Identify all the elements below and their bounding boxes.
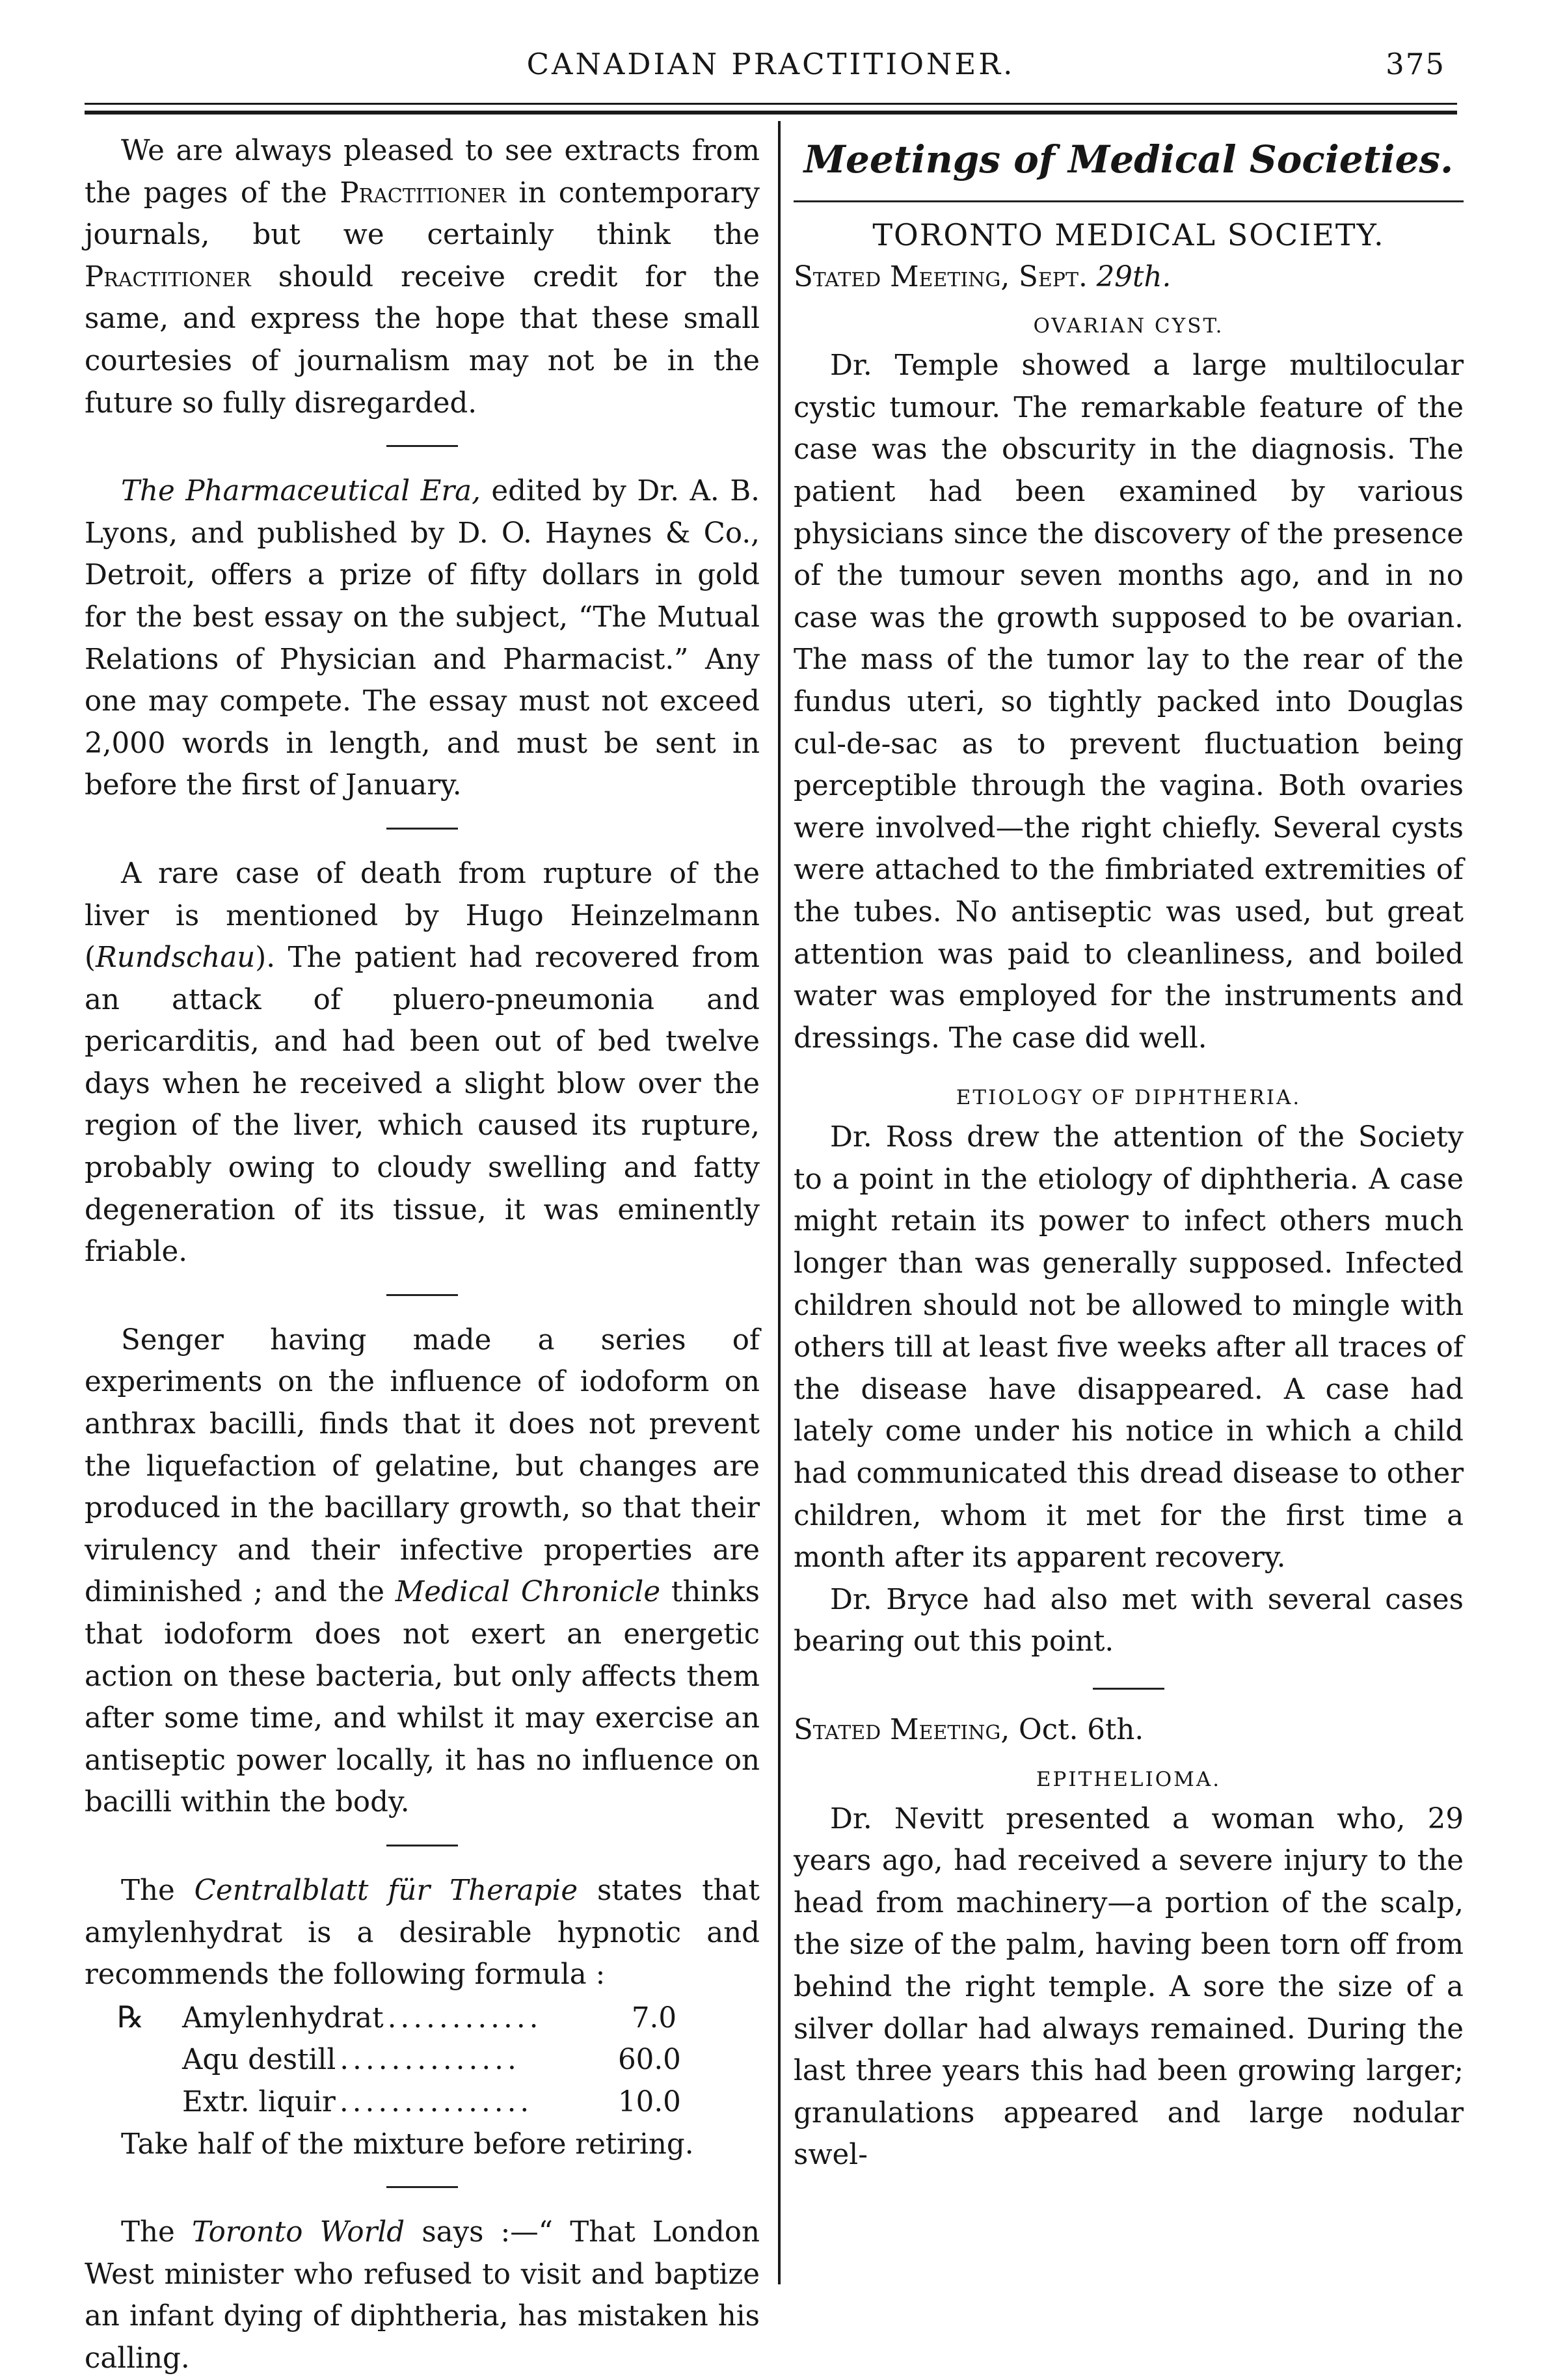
separator-rule	[1093, 1688, 1164, 1690]
header-rule-thin	[85, 103, 1457, 105]
society-title: TORONTO MEDICAL SOCIETY.	[872, 217, 1385, 252]
paragraph-epithelioma: Dr. Nevitt presented a woman who, 29 years ago, had received a severe injury to the head from machinery—a portion of the scalp, the size of the palm, having been torn off from behind the right temple. A sore the size of a silver dollar had always remained. During the last three years this had been growing larger; granulations appeared and large nodular swel-	[794, 1802, 1464, 2172]
separator-rule	[386, 2186, 458, 2188]
separator-rule	[386, 828, 458, 830]
leader-dots: ..............	[340, 2044, 520, 2077]
text-span: edited by Dr. A. B. Lyons, and published by D. O. Haynes & Co., Detroit, offers a prize of fifty dollars in gold for the best essay on the subject, “The Mutual Relations of Physician and Pharmacist.” Any one may compete. The essay must not exceed 2,000 words in length, and must be sent in before the first of January.	[85, 475, 760, 802]
text-span: We are always pleased to see extracts from the pages of the	[85, 135, 760, 210]
separator-rule	[386, 1845, 458, 1846]
ingredient-name: Aqu destill	[182, 2044, 336, 2077]
journal-name: Practitioner	[85, 260, 251, 293]
paragraph-bryce: Dr. Bryce had also met with several cases bearing out this point.	[794, 1583, 1464, 1658]
section-heading-rule	[794, 200, 1464, 202]
page-number: 375	[1386, 47, 1445, 81]
separator-rule	[386, 1294, 458, 1296]
meeting-date-line	[794, 1709, 1464, 1751]
paragraph-amylenhydrat	[85, 1870, 760, 1996]
leader-dots: ...............	[339, 2085, 533, 2118]
journal-title: Medical Chronicle	[395, 1576, 661, 1609]
recipe-symbol: ℞	[117, 1999, 144, 2035]
subsection-heading: OVARIAN CYST.	[1033, 314, 1224, 338]
text-span: should receive credit for the same, and express the hope that these small courtesies of journalism may not be in the future so fully disregarded.	[85, 260, 760, 420]
running-title: CANADIAN PRACTITIONER.	[526, 47, 1015, 81]
text-span: says :—“ That London West minister who refused to visit and baptize an infant dying of diphtheria, has mistaken his calling.	[85, 2216, 760, 2375]
page-header	[85, 47, 1457, 94]
paragraph-ovarian-cyst: Dr. Temple showed a large multilocular cystic tumour. The remarkable feature of the case was the obscurity in the diagnosis. The patient had been examined by various physicians since the discovery of the presence of the tumour seven months ago, and in no case was the growth supposed to be ovarian. The mass of the tumor lay to the rear of the fundus uteri, so tightly packed into Douglas cul-de-sac as to prevent fluctuation being perceptible through the vagina. Both ovaries were involved—the right chiefly. Several cysts were attached to the fimbriated extremities of the tubes. No antiseptic was used, but great attention was paid to cleanliness, and boiled water was employed for the instruments and dressings. The case did well.	[794, 349, 1464, 1055]
subsection-heading: EPITHELIOMA.	[1036, 1767, 1222, 1791]
subsection-heading: ETIOLOGY OF DIPHTHERIA.	[956, 1086, 1302, 1110]
paragraph-diphtheria-etiology: Dr. Ross drew the attention of the Society to a point in the etiology of diphtheria. A case might retain its power to infect others much longer than was generally supposed. Infected children should not be allowed to mingle with others till at least five weeks after all traces of the disease have disappeared. A case had lately come under his notice in which a child had communicated this dread disease to other children, whom it met for the first time a month after its apparent recovery.	[794, 1121, 1464, 1575]
paragraph-iodoform	[85, 1319, 760, 1824]
text-span: thinks that iodoform does not exert an energetic action on these bacteria, but only affects them after some time, and whilst it may exercise an antiseptic power locally, it has no influence on bacilli within the body.	[85, 1576, 760, 1819]
formula-row	[117, 2081, 681, 2124]
meeting-date: 29th.	[1087, 260, 1172, 293]
text-span: ). The patient had recovered from an attack of pluero-pneumonia and pericarditis, and had been out of bed twelve days when he received a slight blow over the region of the liver, which caused its rupture, probably owing to cloudy swelling and fatty degeneration of its tissue, it was eminently friable.	[85, 941, 760, 1269]
journal-title: The Pharmaceutical Era,	[121, 475, 481, 508]
separator-rule	[386, 445, 458, 447]
text-span: in contemporary journals, but we certainly think the	[85, 176, 760, 252]
header-rule-thick	[85, 111, 1457, 115]
ingredient-quantity: 10.0	[618, 2085, 681, 2118]
ingredient-quantity: 60.0	[618, 2044, 681, 2077]
meeting-date: Oct. 6th.	[1010, 1714, 1144, 1746]
meeting-label: Stated Meeting,	[794, 1714, 1010, 1746]
ingredient-name: Amylenhydrat	[182, 2001, 384, 2035]
text-span: Senger having made a series of experiments on the influence of iodoform on anthrax bacilli, finds that it does not prevent the liquefaction of gelatine, but changes are produced in the bacillary growth, so that their virulency and their infective properties are diminished ; and the	[85, 1323, 760, 1609]
text-span: states that amylenhydrat is a desirable hypnotic and recommends the following formula :	[85, 1874, 760, 1992]
section-heading: Meetings of Medical Societies.	[803, 137, 1454, 182]
column-divider	[778, 121, 781, 2284]
meeting-label: Stated Meeting, Sept.	[794, 260, 1088, 293]
text-span: The	[121, 2216, 192, 2249]
journal-title: Toronto World	[191, 2216, 405, 2249]
meeting-date-line	[794, 256, 1464, 299]
left-column	[85, 130, 760, 2380]
leader-dots: ............	[387, 2001, 543, 2035]
formula-row	[117, 1996, 677, 2040]
ingredient-name: Extr. liquir	[182, 2085, 336, 2118]
paragraph-pharmaceutical-era	[85, 470, 760, 807]
formula-note: Take half of the mixture before retiring.	[121, 2128, 694, 2161]
paragraph-practitioner-credit	[85, 130, 760, 424]
journal-title: Rundschau	[95, 941, 256, 975]
ingredient-quantity: 7.0	[631, 2001, 677, 2035]
text-span: The	[121, 1874, 194, 1907]
paragraph-toronto-world	[85, 2211, 760, 2379]
right-column	[794, 130, 1464, 2176]
formula-row	[117, 2039, 681, 2081]
paragraph-liver-rupture	[85, 853, 760, 1273]
journal-title: Centralblatt für Therapie	[194, 1874, 578, 1907]
journal-name: Practitioner	[340, 176, 506, 210]
prescription-formula	[117, 1996, 681, 2124]
text-span: A rare case of death from rupture of the liver is mentioned by Hugo Heinzelmann (	[85, 857, 760, 975]
